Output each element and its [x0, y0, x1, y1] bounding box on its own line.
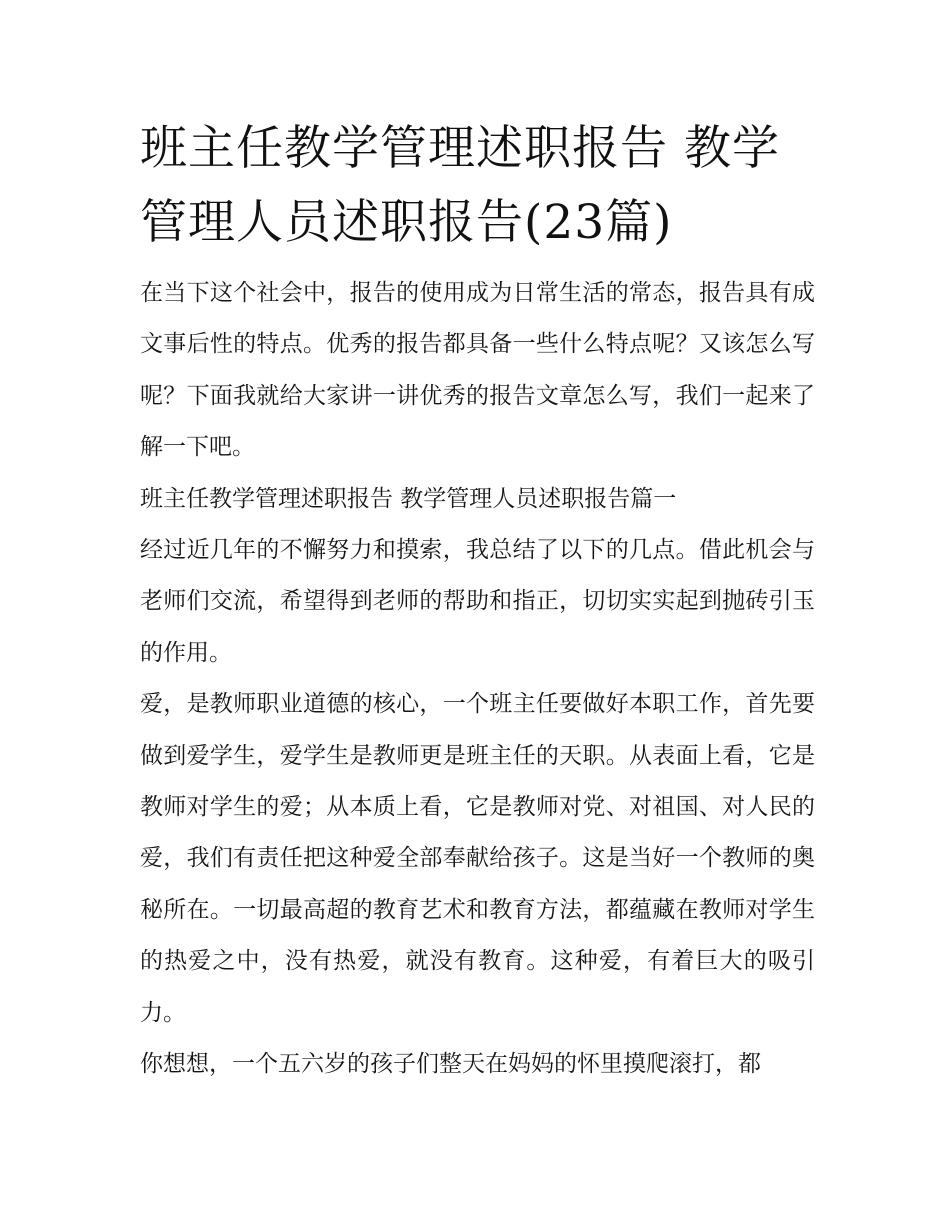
body-paragraph: 爱，是教师职业道德的核心，一个班主任要做好本职工作，首先要做到爱学生，爱学生是教师更是班主任的天职。从表面上看，它是教师对学生的爱；从本质上看，它是教师对党、对祖国、对人民的爱，我们有责任把这种爱全部奉献给孩子。这是当好一个教师的奥秘所在。一切最高超的教育艺术和教育方法，都蕴藏在教师对学生的热爱之中，没有热爱，就没有教育。这种爱，有着巨大的吸引力。 — [140, 691, 815, 1026]
section-heading: 班主任教学管理述职报告 教学管理人员述职报告篇一 — [140, 485, 677, 512]
body-paragraph: 经过近几年的不懈努力和摸索，我总结了以下的几点。借此机会与老师们交流，希望得到老师的帮助和指正，切切实实起到抛砖引玉的作用。 — [140, 537, 815, 666]
intro-paragraph: 在当下这个社会中，报告的使用成为日常生活的常态，报告具有成文事后性的特点。优秀的报告都具备一些什么特点呢？又该怎么写呢？下面我就给大家讲一讲优秀的报告文章怎么写，我们一起来了解一下吧。 — [140, 280, 815, 461]
body-paragraph: 你想想，一个五六岁的孩子们整天在妈妈的怀里摸爬滚打，都 — [140, 1051, 761, 1078]
document-title: 班主任教学管理述职报告 教学管理人员述职报告(23篇) — [140, 121, 780, 250]
document-body — [140, 112, 815, 1091]
